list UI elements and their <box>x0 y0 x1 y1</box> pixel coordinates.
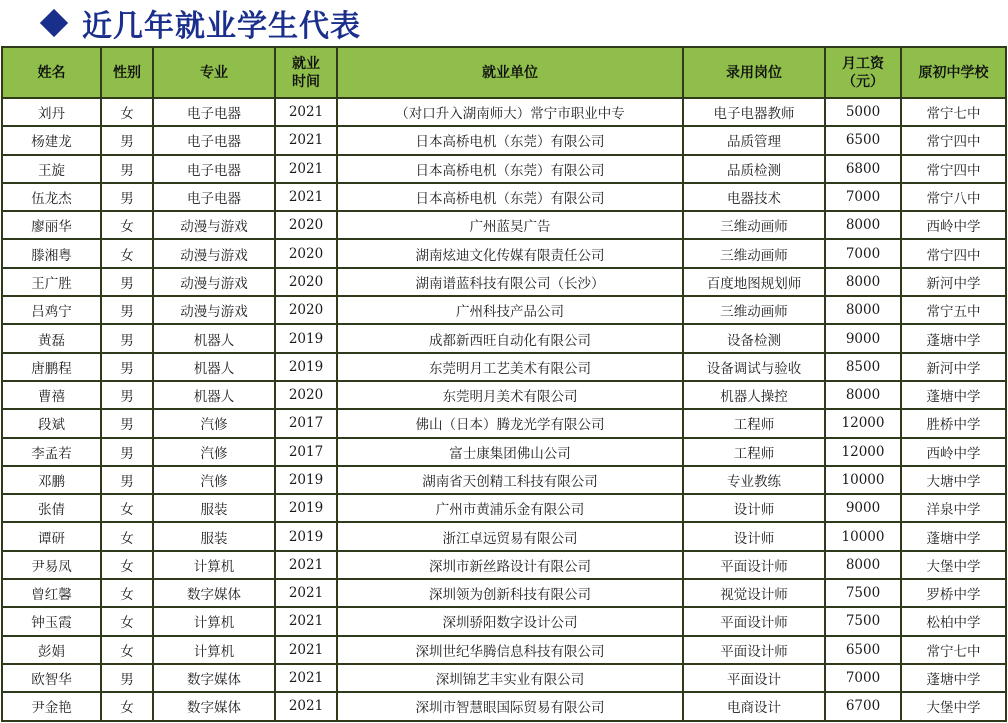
cell-major: 数字媒体 <box>153 664 275 692</box>
cell-gender: 男 <box>101 183 153 211</box>
cell-employer: 湖南省天创精工科技有限公司 <box>337 466 683 494</box>
cell-employer: 湖南谱蓝科技有限公司（长沙） <box>337 268 683 296</box>
cell-employer: 广州市黄浦乐金有限公司 <box>337 494 683 522</box>
cell-salary: 7000 <box>825 239 901 267</box>
cell-gender: 女 <box>101 239 153 267</box>
cell-year: 2020 <box>275 381 337 409</box>
cell-gender: 男 <box>101 324 153 352</box>
cell-gender: 男 <box>101 155 153 183</box>
cell-major: 汽修 <box>153 466 275 494</box>
cell-employer: 湖南炫迪文化传媒有限责任公司 <box>337 239 683 267</box>
cell-salary: 8000 <box>825 381 901 409</box>
cell-position: 设计师 <box>683 522 825 550</box>
cell-gender: 女 <box>101 579 153 607</box>
cell-name: 曹禧 <box>2 381 101 409</box>
cell-major: 机器人 <box>153 381 275 409</box>
cell-employer: 深圳锦艺丰实业有限公司 <box>337 664 683 692</box>
cell-major: 动漫与游戏 <box>153 268 275 296</box>
cell-major: 电子电器 <box>153 155 275 183</box>
cell-year: 2019 <box>275 522 337 550</box>
cell-year: 2021 <box>275 155 337 183</box>
cell-school: 常宁四中 <box>901 239 1006 267</box>
table-row <box>2 211 1006 239</box>
col-header-employment-year-text: 就业时间 <box>292 55 320 90</box>
cell-employer: 深圳市智慧眼国际贸易有限公司 <box>337 692 683 720</box>
cell-employer: 深圳市新丝路设计有限公司 <box>337 551 683 579</box>
cell-major: 计算机 <box>153 551 275 579</box>
cell-major: 机器人 <box>153 324 275 352</box>
cell-major: 汽修 <box>153 438 275 466</box>
cell-position: 专业教练 <box>683 466 825 494</box>
cell-gender: 女 <box>101 494 153 522</box>
table-body <box>2 98 1006 721</box>
table-row <box>2 636 1006 664</box>
col-header-gender: 性别 <box>101 47 153 98</box>
cell-name: 滕湘粤 <box>2 239 101 267</box>
table-header-row <box>2 47 1006 98</box>
cell-gender: 男 <box>101 438 153 466</box>
cell-gender: 男 <box>101 409 153 437</box>
cell-gender: 男 <box>101 296 153 324</box>
diamond-bullet-icon <box>40 9 68 37</box>
cell-school: 新河中学 <box>901 268 1006 296</box>
table-row <box>2 494 1006 522</box>
cell-school: 蓬塘中学 <box>901 522 1006 550</box>
cell-salary: 12000 <box>825 438 901 466</box>
cell-gender: 女 <box>101 551 153 579</box>
cell-name: 尹易凤 <box>2 551 101 579</box>
cell-name: 王广胜 <box>2 268 101 296</box>
table-row <box>2 409 1006 437</box>
cell-year: 2017 <box>275 438 337 466</box>
table-row <box>2 126 1006 154</box>
cell-salary: 8000 <box>825 211 901 239</box>
table-row <box>2 466 1006 494</box>
cell-school: 常宁四中 <box>901 126 1006 154</box>
cell-name: 王旋 <box>2 155 101 183</box>
cell-name: 尹金艳 <box>2 692 101 720</box>
col-header-employment-year <box>275 47 337 98</box>
cell-school: 大塘中学 <box>901 466 1006 494</box>
table-row <box>2 183 1006 211</box>
cell-name: 唐鹏程 <box>2 353 101 381</box>
col-header-name: 姓名 <box>2 47 101 98</box>
cell-position: 三维动画师 <box>683 239 825 267</box>
cell-gender: 男 <box>101 664 153 692</box>
cell-employer: 富士康集团佛山公司 <box>337 438 683 466</box>
cell-name: 刘丹 <box>2 98 101 126</box>
cell-salary: 7000 <box>825 183 901 211</box>
cell-gender: 男 <box>101 381 153 409</box>
page-title-text: 近几年就业学生代表 <box>82 9 361 44</box>
cell-position: 三维动画师 <box>683 211 825 239</box>
cell-position: 电商设计 <box>683 692 825 720</box>
page-title <box>40 2 361 44</box>
cell-position: 工程师 <box>683 438 825 466</box>
cell-position: 视觉设计师 <box>683 579 825 607</box>
cell-school: 大堡中学 <box>901 551 1006 579</box>
cell-employer: 东莞明月工艺美术有限公司 <box>337 353 683 381</box>
cell-major: 电子电器 <box>153 183 275 211</box>
cell-major: 计算机 <box>153 607 275 635</box>
table-row <box>2 664 1006 692</box>
cell-salary: 10000 <box>825 466 901 494</box>
cell-major: 服装 <box>153 494 275 522</box>
cell-gender: 女 <box>101 636 153 664</box>
cell-employer: 深圳世纪华腾信息科技有限公司 <box>337 636 683 664</box>
cell-name: 张倩 <box>2 494 101 522</box>
cell-employer: 成都新西旺自动化有限公司 <box>337 324 683 352</box>
cell-employer: 广州蓝昊广告 <box>337 211 683 239</box>
cell-employer: 深圳领为创新科技有限公司 <box>337 579 683 607</box>
cell-gender: 女 <box>101 607 153 635</box>
col-header-salary-text: 月工资（元） <box>842 55 884 90</box>
cell-position: 机器人操控 <box>683 381 825 409</box>
cell-gender: 女 <box>101 211 153 239</box>
cell-school: 西岭中学 <box>901 211 1006 239</box>
cell-name: 谭研 <box>2 522 101 550</box>
cell-gender: 男 <box>101 466 153 494</box>
table-row <box>2 692 1006 720</box>
cell-position: 电子电器教师 <box>683 98 825 126</box>
cell-name: 彭娟 <box>2 636 101 664</box>
cell-major: 机器人 <box>153 353 275 381</box>
cell-name: 段斌 <box>2 409 101 437</box>
cell-name: 廖丽华 <box>2 211 101 239</box>
cell-name: 李孟若 <box>2 438 101 466</box>
cell-name: 邓鹏 <box>2 466 101 494</box>
cell-year: 2021 <box>275 664 337 692</box>
cell-year: 2021 <box>275 636 337 664</box>
cell-school: 蓬塘中学 <box>901 381 1006 409</box>
cell-major: 汽修 <box>153 409 275 437</box>
cell-employer: 广州科技产品公司 <box>337 296 683 324</box>
cell-year: 2021 <box>275 607 337 635</box>
table-row <box>2 268 1006 296</box>
cell-year: 2020 <box>275 268 337 296</box>
table-row <box>2 296 1006 324</box>
cell-employer: 日本高桥电机（东莞）有限公司 <box>337 183 683 211</box>
cell-position: 平面设计 <box>683 664 825 692</box>
cell-major: 服装 <box>153 522 275 550</box>
cell-position: 品质检测 <box>683 155 825 183</box>
cell-salary: 8000 <box>825 296 901 324</box>
cell-salary: 6800 <box>825 155 901 183</box>
cell-year: 2019 <box>275 466 337 494</box>
cell-gender: 女 <box>101 98 153 126</box>
table-row <box>2 324 1006 352</box>
table-row <box>2 381 1006 409</box>
table-row <box>2 551 1006 579</box>
cell-major: 动漫与游戏 <box>153 211 275 239</box>
cell-gender: 女 <box>101 522 153 550</box>
cell-gender: 女 <box>101 692 153 720</box>
cell-salary: 8500 <box>825 353 901 381</box>
cell-major: 数字媒体 <box>153 579 275 607</box>
col-header-employer: 就业单位 <box>337 47 683 98</box>
cell-salary: 10000 <box>825 522 901 550</box>
cell-year: 2020 <box>275 296 337 324</box>
cell-school: 大堡中学 <box>901 692 1006 720</box>
table-row <box>2 98 1006 126</box>
cell-employer: 日本高桥电机（东莞）有限公司 <box>337 126 683 154</box>
cell-school: 常宁七中 <box>901 636 1006 664</box>
cell-position: 品质管理 <box>683 126 825 154</box>
col-header-major: 专业 <box>153 47 275 98</box>
cell-school: 常宁八中 <box>901 183 1006 211</box>
cell-gender: 男 <box>101 126 153 154</box>
table-row <box>2 438 1006 466</box>
cell-school: 罗桥中学 <box>901 579 1006 607</box>
cell-position: 设备检测 <box>683 324 825 352</box>
table-row <box>2 522 1006 550</box>
cell-salary: 6500 <box>825 126 901 154</box>
cell-year: 2021 <box>275 183 337 211</box>
cell-major: 计算机 <box>153 636 275 664</box>
cell-position: 电器技术 <box>683 183 825 211</box>
cell-salary: 8000 <box>825 551 901 579</box>
col-header-salary <box>825 47 901 98</box>
cell-salary: 7500 <box>825 579 901 607</box>
cell-year: 2019 <box>275 353 337 381</box>
cell-school: 新河中学 <box>901 353 1006 381</box>
cell-name: 钟玉霞 <box>2 607 101 635</box>
cell-year: 2021 <box>275 98 337 126</box>
cell-employer: 佛山（日本）腾龙光学有限公司 <box>337 409 683 437</box>
cell-school: 松柏中学 <box>901 607 1006 635</box>
table-row <box>2 239 1006 267</box>
cell-employer: 深圳骄阳数字设计公司 <box>337 607 683 635</box>
cell-year: 2020 <box>275 239 337 267</box>
cell-year: 2021 <box>275 551 337 579</box>
cell-salary: 12000 <box>825 409 901 437</box>
cell-year: 2017 <box>275 409 337 437</box>
cell-position: 平面设计师 <box>683 551 825 579</box>
cell-name: 杨建龙 <box>2 126 101 154</box>
cell-position: 工程师 <box>683 409 825 437</box>
cell-salary: 6700 <box>825 692 901 720</box>
cell-position: 设计师 <box>683 494 825 522</box>
cell-major: 动漫与游戏 <box>153 296 275 324</box>
cell-year: 2021 <box>275 126 337 154</box>
cell-employer: 东莞明月美术有限公司 <box>337 381 683 409</box>
col-header-middle-school: 原初中学校 <box>901 47 1006 98</box>
table-row <box>2 155 1006 183</box>
cell-school: 蓬塘中学 <box>901 324 1006 352</box>
cell-position: 三维动画师 <box>683 296 825 324</box>
cell-employer: （对口升入湖南师大）常宁市职业中专 <box>337 98 683 126</box>
cell-year: 2021 <box>275 692 337 720</box>
cell-school: 蓬塘中学 <box>901 664 1006 692</box>
cell-school: 常宁五中 <box>901 296 1006 324</box>
cell-school: 西岭中学 <box>901 438 1006 466</box>
cell-position: 百度地图规划师 <box>683 268 825 296</box>
cell-employer: 浙江卓远贸易有限公司 <box>337 522 683 550</box>
cell-gender: 男 <box>101 268 153 296</box>
cell-position: 平面设计师 <box>683 607 825 635</box>
cell-salary: 7500 <box>825 607 901 635</box>
cell-major: 动漫与游戏 <box>153 239 275 267</box>
cell-salary: 9000 <box>825 324 901 352</box>
cell-major: 数字媒体 <box>153 692 275 720</box>
cell-name: 曾红馨 <box>2 579 101 607</box>
cell-school: 胜桥中学 <box>901 409 1006 437</box>
cell-year: 2019 <box>275 324 337 352</box>
cell-gender: 男 <box>101 353 153 381</box>
cell-year: 2021 <box>275 579 337 607</box>
cell-school: 常宁四中 <box>901 155 1006 183</box>
cell-name: 欧智华 <box>2 664 101 692</box>
cell-employer: 日本高桥电机（东莞）有限公司 <box>337 155 683 183</box>
cell-name: 黄磊 <box>2 324 101 352</box>
cell-salary: 9000 <box>825 494 901 522</box>
table-row <box>2 353 1006 381</box>
cell-major: 电子电器 <box>153 98 275 126</box>
cell-name: 伍龙杰 <box>2 183 101 211</box>
cell-major: 电子电器 <box>153 126 275 154</box>
table-row <box>2 579 1006 607</box>
cell-salary: 8000 <box>825 268 901 296</box>
cell-school: 常宁七中 <box>901 98 1006 126</box>
cell-name: 吕鸡宁 <box>2 296 101 324</box>
cell-salary: 6500 <box>825 636 901 664</box>
employment-table <box>1 46 1007 722</box>
cell-salary: 7000 <box>825 664 901 692</box>
table-row <box>2 607 1006 635</box>
cell-salary: 5000 <box>825 98 901 126</box>
col-header-position: 录用岗位 <box>683 47 825 98</box>
cell-school: 洋泉中学 <box>901 494 1006 522</box>
cell-year: 2019 <box>275 494 337 522</box>
cell-position: 平面设计师 <box>683 636 825 664</box>
cell-year: 2020 <box>275 211 337 239</box>
cell-position: 设备调试与验收 <box>683 353 825 381</box>
